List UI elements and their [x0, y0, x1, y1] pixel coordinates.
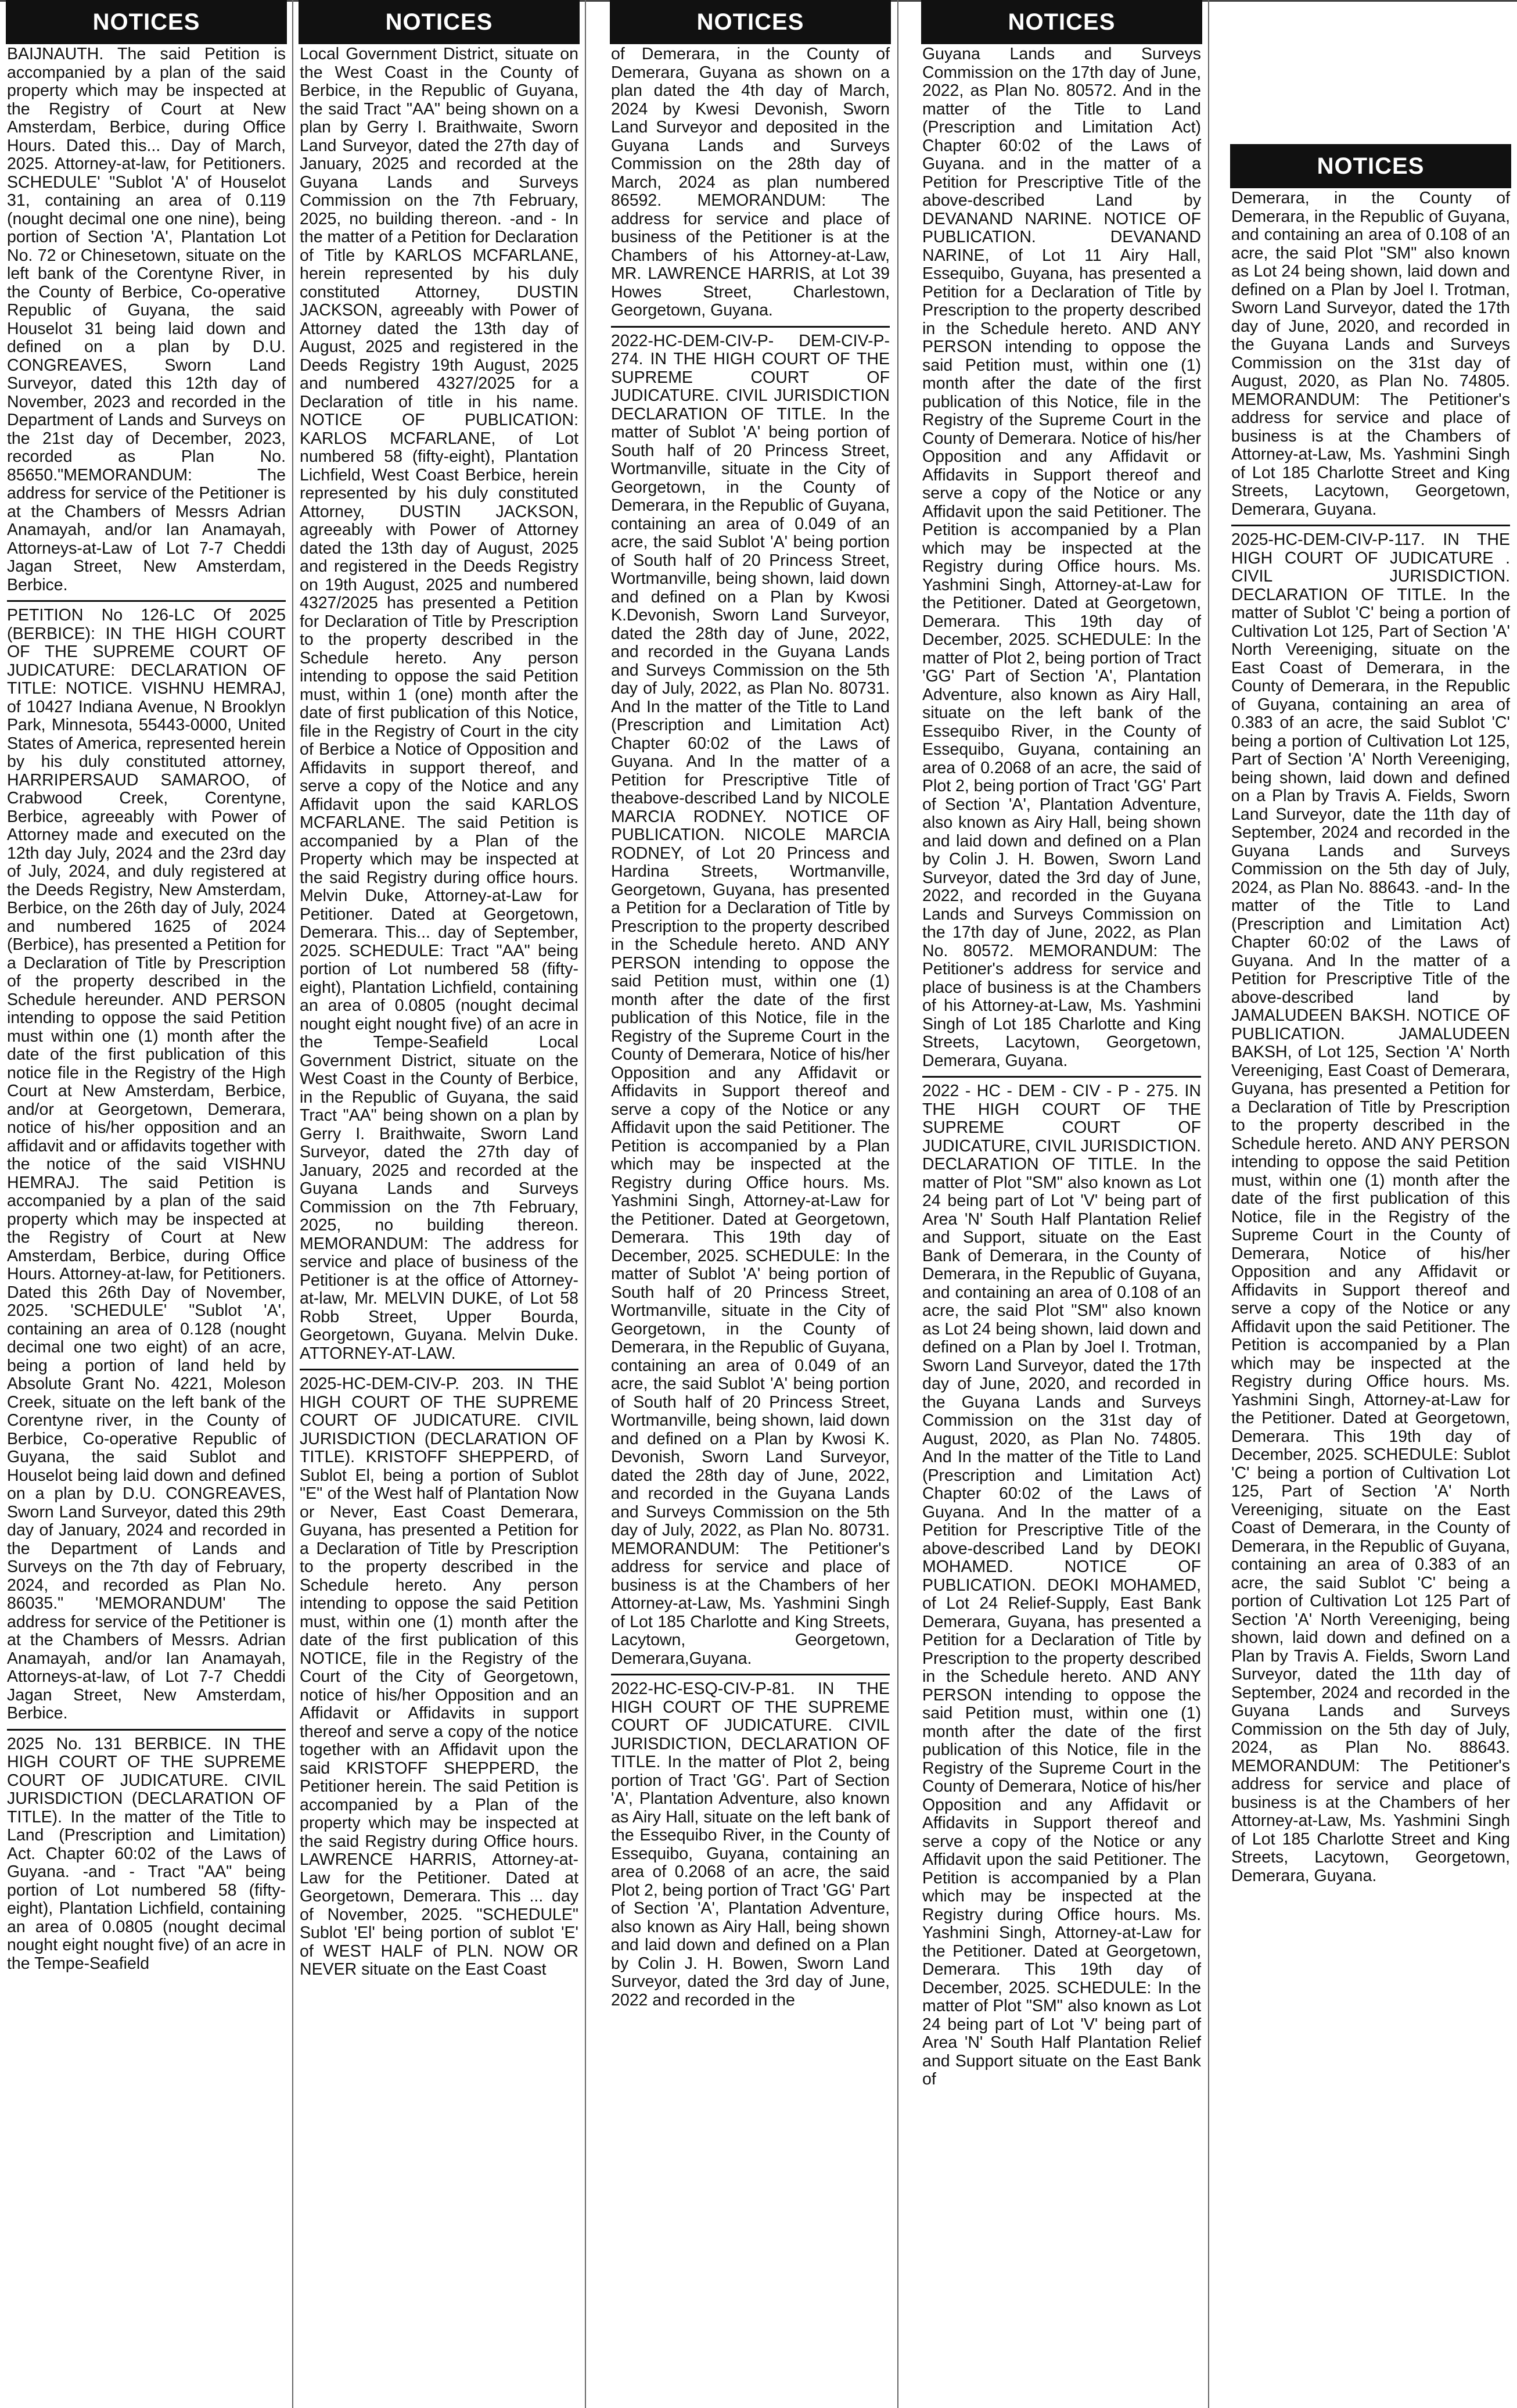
notice-text: Local Government District, situate on the West Coast in the County of Berbice, in the Republic of Guyana, the said Tract "AA" being shown on a plan by Gerry I. Braithwaite, Sworn Land Surveyor, dated the 27th day of January, 2025 and recorded at the Guyana Lands and Surveys Commission on the 7th February, 2025, no building thereon. -and - In the matter of a Petition for Declaration of Title by KARLOS MCFARLANE, herein represented by his duly constituted Attorney, DUSTIN JACKSON, agreeably with Power of Attorney dated the 13th day of August, 2025 and registered in the Deeds Registry 19th August, 2025 and numbered 4327/2025 for a Declaration of title in his name. NOTICE OF PUBLICATION: KARLOS MCFARLANE, of Lot numbered 58 (fifty-eight), Plantation Lichfield, West Coast Berbice, herein represented by his duly constituted Attorney, DUSTIN JACKSON, agreeably with Power of Attorney dated the 13th day of August, 2025 and registered in the Deeds Registry on 19th August, 2025 and numbered 4327/2025 has presented a Petition for Declaration of Title by Prescription to the property described in the Schedule hereto. Any person intending to oppose the said Petition must, within 1 (one) month after the date of first publication of this Notice, file in the Registry of Court in the city of Berbice a Notice of Opposition and Affidavits in support thereof, and serve a copy of the Notice and any Affidavit upon the said KARLOS MCFARLANE. The said Petition is accompanied by a Plan of the Property which may be inspected at the said Registry during office hours. Melvin Duke, Attorney-at-Law for Petitioner. Dated at Georgetown, Demerara. This... day of September, 2025. SCHEDULE: Tract "AA" being portion of Lot numbered 58 (fifty-eight), Plantation Lichfield, containing an area of 0.0805 (nought decimal nought eight nought five) of an acre in the Tempe-Seafield Local Government District, situate on the West Coast in the County of Berbice, in the Republic of Guyana, the said Tract "AA" being shown on a plan by Gerry I. Braithwaite, Sworn Land Surveyor, dated the 27th day of January, 2025 and recorded at the Guyana Lands and Surveys Commission on the 7th February, 2025, no building thereon. MEMORANDUM: The address for service and place of business of the Petitioner is at the office of Attorney-at-law, Mr. MELVIN DUKE, of Lot 58 Robb Street, Upper Bourda, Georgetown, Guyana. Melvin Duke. ATTORNEY-AT-LAW.	[300, 45, 578, 1363]
column-body	[921, 44, 1202, 2089]
column-header: NOTICES	[1230, 144, 1511, 188]
notice-text: 2025 No. 131 BERBICE. IN THE HIGH COURT OF THE SUPREME COURT OF JUDICATURE. CIVIL JURISDICTION (DECLARATION OF TITLE). In the matter of the Title to Land (Prescription and Limitation) Act. Chapter 60:02 of the Laws of Guyana. -and - Tract "AA" being portion of Lot numbered 58 (fifty-eight), Plantation Lichfield, containing an area of 0.0805 (nought decimal nought eight nought five) of an acre in the Tempe-Seafield	[7, 1734, 286, 1973]
notice-divider	[1231, 525, 1510, 526]
column-rule	[1208, 0, 1209, 2408]
notice-text: 2022-HC-DEM-CIV-P- DEM-CIV-P-274. IN THE HIGH COURT OF THE SUPREME COURT OF JUDICATURE. CIVIL JURISDICTION DECLARATION OF TITLE. In the matter of Sublot 'A' being portion of South half of 20 Princess Street, Wortmanville, situate in the City of Georgetown, in the County of Demerara, in the Republic of Guyana, containing an area of 0.049 of an acre, the said Sublot 'A' being portion of South half of 20 Princess Street, Wortmanville, being shown, laid down and defined on a Plan by Kwosi K.Devonish, Sworn Land Surveyor, dated the 28th day of June, 2022, and recorded in the Guyana Lands and Surveys Commission on the 5th day of July, 2022, as Plan No. 80731. And In the matter of the Title to Land (Prescription and Limitation Act) Chapter 60:02 of the Laws of Guyana. And In the matter of a Petition for Prescriptive Title of theabove-described Land by NICOLE MARCIA RODNEY. NOTICE OF PUBLICATION. NICOLE MARCIA RODNEY, of Lot 20 Princess and Hardina Streets, Wortmanville, Georgetown, Guyana, has presented a Petition for a Declaration of Title by Prescription to the property described in the Schedule hereto. AND ANY PERSON intending to oppose the said Petition must, within one (1) month after the date of the first publication of this Notice, file in the Registry of the Supreme Court in the County of Demerara, Notice of his/her Opposition and any Affidavit or Affidavits in Support thereof and serve a copy of the Notice or any Affidavit upon the said Petitioner. The Petition is accompanied by a Plan which may be inspected at the Registry during Office hours. Ms. Yashmini Singh, Attorney-at-Law for the Petitioner. Dated at Georgetown, Demerara. This 19th day of December, 2025. SCHEDULE: In the matter of Sublot 'A' being portion of South half of 20 Princess Street, Wortmanville, situate in the City of Georgetown, in the County of Demerara, in the Republic of Guyana, containing an area of 0.049 of an acre, the said Sublot 'A' being portion of South half of 20 Princess Street, Wortmanville, being shown, laid down and defined on a Plan by Kwosi K. Devonish, Sworn Land Surveyor, dated the 28th day of June, 2022, and recorded in the Guyana Lands and Surveys Commission on the 5th day of July, 2022, as Plan No. 80731. MEMORANDUM: The Petitioner's address for service and place of business is at the Chambers of her Attorney-at-Law, Ms. Yashmini Singh of Lot 185 Charlotte and King Streets, Lacytown, Georgetown, Demerara,Guyana.	[611, 331, 890, 1668]
column-header: NOTICES	[6, 0, 287, 44]
notice-text: Demerara, in the County of Demerara, in the Republic of Guyana, and containing an area of 0.108 of an acre, the said Plot "SM" also known as Lot 24 being shown, laid down and defined on a Plan by Joel I. Trotman, Sworn Land Surveyor, dated the 17th day of June, 2020, and recorded in the Guyana Lands and Surveys Commission on the 31st day of August, 2020, as Plan No. 74805. MEMORANDUM: The Petitioner's address for service and place of business is at the Chambers of Attorney-at-Law, Ms. Yashmini Singh of Lot 185 Charlotte Street and King Streets, Lacytown, Georgetown, Demerara, Guyana.	[1231, 189, 1510, 519]
column-1	[6, 0, 287, 2408]
notice-divider	[922, 1076, 1201, 1078]
column-header: NOTICES	[299, 0, 580, 44]
column-2	[299, 0, 580, 2408]
notice-divider	[611, 326, 890, 328]
column-body	[1230, 188, 1511, 1885]
column-rule	[897, 0, 898, 2408]
column-header: NOTICES	[921, 0, 1202, 44]
column-rule	[585, 0, 586, 2408]
notice-text: Guyana Lands and Surveys Commission on the 17th day of June, 2022, as Plan No. 80572. And in the matter of the Title to Land (Prescription and Limitation Act) Chapter 60:02 of the Laws of Guyana. and in the matter of a Petition for Prescriptive Title of the above-described Land by DEVANAND NARINE. NOTICE OF PUBLICATION. DEVANAND NARINE, of Lot 11 Airy Hall, Essequibo, Guyana, has presented a Petition for a Declaration of Title by Prescription to the property described in the Schedule hereto. AND ANY PERSON intending to oppose the said Petition must, within one (1) month after the date of the first publication of this Notice, file in the Registry of the Supreme Court in the County of Demerara. Notice of his/her Opposition and any Affidavit or Affidavits in Support thereof and serve a copy of the Notice or any Affidavit upon the said Petitioner. The Petition is accompanied by a Plan which may be inspected at the Registry during Office hours. Ms. Yashmini Singh, Attorney-at-Law for the Petitioner. Dated at Georgetown, Demerara. This 19th day of December, 2025. SCHEDULE: In the matter of Plot 2, being portion of Tract 'GG' Part of Section 'A', Plantation Adventure, also known as Airy Hall, situate on the left bank of the Essequibo River, in the County of Essequibo, Guyana, containing an area of 0.2068 of an acre, the said of Plot 2, being portion of Tract 'GG' Part of Section 'A', Plantation Adventure, also known as Airy Hall, being shown and laid down and defined on a Plan by Colin J. H. Bowen, Sworn Land Surveyor, dated the 3rd day of June, 2022, and recorded in the Guyana Lands and Surveys Commission on the 17th day of June, 2022, as Plan No. 80572. MEMORANDUM: The Petitioner's address for service and place of business is at the Chambers of his Attorney-at-Law, Ms. Yashmini Singh of Lot 185 Charlotte and King Streets, Lacytown, Georgetown, Demerara, Guyana.	[922, 45, 1201, 1070]
notice-text: 2022 - HC - DEM - CIV - P - 275. IN THE HIGH COURT OF THE SUPREME COURT OF JUDICATURE, CIVIL JURISDICTION. DECLARATION OF TITLE. In the matter of Plot "SM" also known as Lot 24 being part of Lot 'V' being part of Area 'N' South Half Plantation Relief and Support, situate on the East Bank of Demerara, in the County of Demerara, in the Republic of Guyana, and containing an area of 0.108 of an acre, the said Plot "SM" also known as Lot 24 being shown, laid down and defined on a Plan by Joel I. Trotman, Sworn Land Surveyor, dated the 17th day of June, 2020, and recorded in the Guyana Lands and Surveys Commission on the 31st day of August, 2020, as Plan No. 74805. And In the matter of the Title to Land (Prescription and Limitation Act) Chapter 60:02 of the Laws of Guyana. And In the matter of a Petition for Prescriptive Title of the above-described Land by DEOKI MOHAMED. NOTICE OF PUBLICATION. DEOKI MOHAMED, of Lot 24 Relief-Supply, East Bank Demerara, Guyana, has presented a Petition for a Declaration of Title by Prescription to the property described in the Schedule hereto. AND ANY PERSON intending to oppose the said Petition must, within one (1) month after the date of the first publication of this Notice, file in the Registry of the Supreme Court in the County of Demerara, Notice of his/her Opposition and any Affidavit or Affidavits in Support thereof and serve a copy of the Notice or any Affidavit upon the said Petitioner. The Petition is accompanied by a Plan which may be inspected at the Registry during Office hours. Ms. Yashmini Singh, Attorney-at-Law for the Petitioner. Dated at Georgetown, Demerara. This 19th day of December, 2025. SCHEDULE: In the matter of Plot "SM" also known as Lot 24 being part of Lot 'V' being part of Area 'N' South Half Plantation Relief and Support situate on the East Bank of	[922, 1082, 1201, 2088]
notice-text: of Demerara, in the County of Demerara, Guyana as shown on a plan dated the 4th day of March, 2024 by Kwesi Devonish, Sworn Land Surveyor and deposited in the Guyana Lands and Surveys Commission on the 28th day of March, 2024 as plan numbered 86592. MEMORANDUM: The address for service and place of business of the Petitioner is at the Chambers of his Attorney-at-Law, MR. LAWRENCE HARRIS, at Lot 39 Howes Street, Charlestown, Georgetown, Guyana.	[611, 45, 890, 320]
notice-text: 2025-HC-DEM-CIV-P-117. IN THE HIGH COURT OF JUDICATURE . CIVIL JURISDICTION. DECLARATION OF TITLE. In the matter of Sublot 'C' being a portion of Cultivation Lot 125, Part of Section 'A' North Vereeniging, situate on the East Coast of Demerara, in the County of Demerara, in the Republic of Guyana, containing an area of 0.383 of an acre, the said Sublot 'C' being a portion of Cultivation Lot 125, Part of Section 'A' North Vereeniging, being shown, laid down and defined on a Plan by Travis A. Fields, Sworn Land Surveyor, date the 11th day of September, 2024 and recorded in the Guyana Lands and Surveys Commission on the 5th day of July, 2024, as Plan No. 88643. -and- In the matter of the Title to Land (Prescription and Limitation Act) Chapter 60:02 of the Laws of Guyana. And In the matter of a Petition for Prescriptive Title of the above-described land by JAMALUDEEN BAKSH. NOTICE OF PUBLICATION. JAMALUDEEN BAKSH, of Lot 125, Section 'A' North Vereeniging, East Coast of Demerara, Guyana, has presented a Petition for a Declaration of Title by Prescription to the property described in the Schedule hereto. AND ANY PERSON intending to oppose the said Petition must, within one (1) month after the date of the first publication of this Notice, file in the Registry of the Supreme Court in the County of Demerara, Notice of his/her Opposition and any Affidavit or Affidavits in Support thereof and serve a copy of the Notice or any Affidavit upon the said Petitioner. The Petition is accompanied by a Plan which may be inspected at the Registry during Office hours. Ms. Yashmini Singh, Attorney-at-Law for the Petitioner. Dated at Georgetown, Demerara. This 19th day of December, 2025. SCHEDULE: Sublot 'C' being a portion of Cultivation Lot 125, Part of Section 'A' North Vereeniging, situate on the East Coast of Demerara, in the County of Demerara, in the Republic of Guyana, containing an area of 0.383 of an acre, the said Sublot 'C' being a portion of Cultivation Lot 125 Part of Section 'A' North Vereeniging, being shown, laid down and defined on a Plan by Travis A. Fields, Sworn Land Surveyor, dated the 11th day of September, 2024 and recorded in the Guyana Lands and Surveys Commission on the 5th day of July, 2024, as Plan No. 88643. MEMORANDUM: The Petitioner's address for service and place of business is at the Chambers of her Attorney-at-Law, Ms. Yashmini Singh of Lot 185 Charlotte Street and King Streets, Lacytown, Georgetown, Demerara, Guyana.	[1231, 530, 1511, 1885]
notice-divider	[7, 1729, 286, 1731]
notice-text: 2022-HC-ESQ-CIV-P-81. IN THE HIGH COURT OF THE SUPREME COURT OF JUDICATURE. CIVIL JURISDICTION, DECLARATION OF TITLE. In the matter of Plot 2, being portion of Tract 'GG'. Part of Section 'A', Plantation Adventure, also known as Airy Hall, situate on the left bank of the Essequibo River, in the County of Essequibo, Guyana, containing an area of 0.2068 of an acre, the said Plot 2, being portion of Tract 'GG' Part of Section 'A', Plantation Adventure, also known as Airy Hall, being shown and laid down and defined on a Plan by Colin J. H. Bowen, Sworn Land Surveyor, dated the 3rd day of June, 2022 and recorded in the	[611, 1680, 890, 2009]
column-body	[610, 44, 891, 2009]
notice-text: PETITION No 126-LC Of 2025 (BERBICE): IN THE HIGH COURT OF THE SUPREME COURT OF JUDICATURE: DECLARATION OF TITLE: NOTICE. VISHNU HEMRAJ, of 10427 Indiana Avenue, N Brooklyn Park, Minnesota, 55443-0000, United States of America, represented herein by his duly constituted attorney, HARRIPERSAUD SAMAROO, of Crabwood Creek, Corentyne, Berbice, agreeably with Power of Attorney made and executed on the 12th day July, 2024 and the 23rd day of July, 2024, and duly registered at the Deeds Registry, New Amsterdam, Berbice, on the 26th day of July, 2024 and numbered 1625 of 2024 (Berbice), has presented a Petition for a Declaration of Title by Prescription of the property described in the Schedule hereunder. AND PERSON intending to oppose the said Petition must within one (1) month after the date of the first publication of this notice file in the Registry of the High Court at New Amsterdam, Berbice, and/or at Georgetown, Demerara, notice of his/her opposition and an affidavit and or affidavits together with the notice of the said VISHNU HEMRAJ. The said Petition is accompanied by a plan of the said property which may be inspected at the Registry of Court at New Amsterdam, Berbice, during Office Hours. Attorney-at-law, for Petitioners. Dated this 26th Day of November, 2025. 'SCHEDULE' "Sublot 'A', containing an area of 0.128 (nought decimal one two eight) of an acre, being a portion of land held by Absolute Grant No. 4221, Moleson Creek, situate on the left bank of the Corentyne river, in the County of Berbice, Co-operative Republic of Guyana, the said Sublot and Houselot being laid down and defined on a plan by D.U. CONGREAVES, Sworn Land Surveyor, dated this 29th day of January, 2024 and recorded in the Department of Lands and Surveys on the 7th day of February, 2024, and recorded as Plan No. 86035." 'MEMORANDUM' The address for service of the Petitioner is at the Chambers of Messrs. Adrian Anamayah, and/or Ian Anamayah, Attorneys-at-law, of Lot 7-7 Cheddi Jagan Street, New Amsterdam, Berbice.	[7, 606, 286, 1722]
column-header: NOTICES	[610, 0, 891, 44]
notice-divider	[611, 1674, 890, 1675]
column-rule	[292, 0, 293, 2408]
column-3	[610, 0, 891, 2408]
column-5	[1230, 144, 1511, 2408]
notice-text: BAIJNAUTH. The said Petition is accompanied by a plan of the said property which may be inspected at the Registry of Court at New Amsterdam, Berbice, during Office Hours. Dated this... Day of March, 2025. Attorney-at-law, for Petitioners. SCHEDULE' "Sublot 'A' of Houselot 31, containing an area of 0.119 (nought decimal one one nine), being portion of Section 'A', Plantation Lot No. 72 or Chinesetown, situate on the left bank of the Corentyne River, in the County of Berbice, Co-operative Republic of Guyana, the said Houselot 31 being laid down and defined on a plan by D.U. CONGREAVES, Sworn Land Surveyor, dated this 12th day of November, 2023 and recorded in the Department of Lands and Surveys on the 21st day of December, 2023, recorded as Plan No. 85650."MEMORANDUM: The address for service of the Petitioner is at the Chambers of Messrs Adrian Anamayah, and/or Ian Anamayah, Attorneys-at-Law of Lot 7-7 Cheddi Jagan Street, New Amsterdam, Berbice.	[7, 45, 286, 594]
column-body	[299, 44, 580, 1979]
column-4	[921, 0, 1202, 2408]
notice-divider	[300, 1369, 578, 1370]
notice-text: 2025-HC-DEM-CIV-P. 203. IN THE HIGH COURT OF THE SUPREME COURT OF JUDICATURE. CIVIL JURISDICTION (DECLARATION OF TITLE). KRISTOFF SHEPPERD, of Sublot El, being a portion of Sublot "E" of the West half of Plantation Now or Never, East Coast Demerara, Guyana, has presented a Petition for a Declaration of Title by Prescription to the property described in the Schedule hereto. Any person intending to oppose the said Petition must, within one (1) month after the date of the first publication of this NOTICE, file in the Registry of the Court of the City of Georgetown, notice of his/her Opposition and an Affidavit or Affidavits in support thereof and serve a copy of the notice together with an Affidavit upon the said KRISTOFF SHEPPERD, the Petitioner herein. The said Petition is accompanied by a Plan of the property which may be inspected at the said Registry during Office hours. LAWRENCE HARRIS, Attorney-at-Law for the Petitioner. Dated at Georgetown, Demerara. This ... day of November, 2025. "SCHEDULE" Sublot 'El' being portion of sublot 'E' of WEST HALF of PLN. NOW OR NEVER situate on the East Coast	[300, 1375, 578, 1979]
notice-divider	[7, 600, 286, 602]
column-body	[6, 44, 287, 1973]
